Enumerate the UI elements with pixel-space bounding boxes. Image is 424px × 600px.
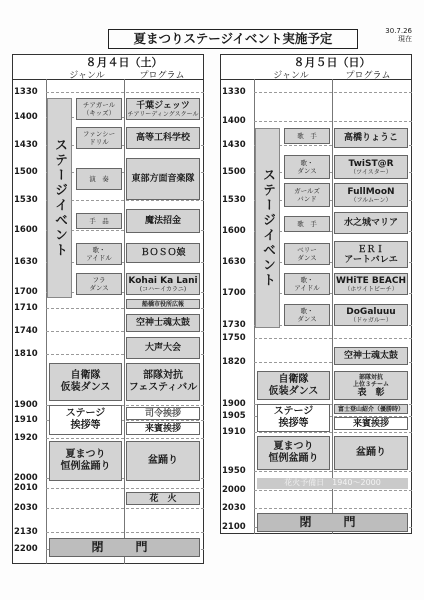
day2-genre-4-text: 歌 手 — [297, 220, 317, 228]
time-label: 2030 — [222, 503, 246, 513]
day1-genre-5 — [76, 243, 122, 265]
time-label: 1700 — [14, 287, 38, 297]
time-label: 1530 — [222, 195, 246, 205]
time-gridline — [46, 92, 204, 93]
time-label: 1920 — [14, 433, 38, 443]
day2-header-line — [220, 79, 412, 80]
time-label: 2200 — [14, 544, 38, 554]
day1-col-genre: ジャンル — [69, 71, 105, 81]
day1-genre-6-text: フラ ダンス — [89, 276, 109, 292]
day1-program-1-text: 千葉ジェッツ — [136, 100, 190, 111]
time-label: 2100 — [222, 522, 246, 532]
day1-program-5-text: ＢＯＳＯ娘 — [140, 248, 186, 258]
day1-notice-text: 船橋市役所広報 — [141, 300, 184, 308]
day1-mc-greet — [126, 407, 200, 420]
day2-taiko-text: 空神士魂太鼓 — [343, 351, 398, 361]
day2-bon-label-text: 夏まつり 恒例盆踊り — [268, 441, 319, 464]
day2-genre-3-text: ガールズ バンド — [294, 187, 320, 203]
day2-fireworks-reserve: 花火予備日 1940～2000 — [257, 478, 408, 489]
day1-genre-3 — [76, 168, 122, 190]
day2-closing: 閉 門 — [257, 513, 408, 532]
day1-program-2-text: 高等工科学校 — [135, 133, 190, 143]
time-label: 1810 — [14, 349, 38, 359]
day2-date: ８月５日（日） — [293, 56, 371, 69]
day2-stage-greet — [257, 404, 330, 432]
day1-genre-1-text: チアガール （キッズ） — [82, 101, 116, 117]
day1-guest-greet — [126, 422, 200, 435]
time-gridline — [46, 438, 204, 439]
day2-jieitai — [257, 371, 330, 400]
day1-program-4 — [126, 209, 200, 233]
day2-program-4-text: 水之城マリア — [343, 218, 398, 228]
day1-program-6-text: Kohai Ka Lani — [128, 275, 198, 286]
day2-program-5-text: ＥＲＩ アートバレエ — [344, 244, 398, 265]
day2-program-3 — [334, 183, 408, 207]
day1-jieitai — [49, 363, 122, 401]
day1-program-1-sub: チアリーディングスクール — [127, 110, 199, 118]
day2-taiko — [334, 347, 408, 365]
day2-program-7-text: DoGaluuu — [346, 306, 396, 317]
day2-guest-greet-text: 来賓挨拶 — [352, 418, 389, 429]
day2-award-text: 部隊対抗 上位３チーム — [352, 373, 389, 388]
day1-bon — [126, 441, 200, 481]
time-gridline — [254, 471, 412, 472]
day2-program-3-text: FullMooN — [347, 186, 395, 197]
day1-bon-text: 盆踊り — [148, 455, 178, 466]
time-label: 1910 — [222, 427, 246, 437]
day1-fireworks-text: 花 火 — [149, 493, 177, 504]
day1-program-4-text: 魔法招金 — [144, 216, 181, 226]
time-label: 1530 — [14, 195, 38, 205]
day1-genre-3-text: 演 奏 — [89, 175, 109, 183]
day2-genre-1 — [284, 128, 330, 144]
day2-genre-5 — [284, 243, 330, 265]
day2-genre-6 — [284, 273, 330, 295]
day1-guest-greet-text: 来賓挨拶 — [144, 423, 181, 434]
time-label: 1740 — [14, 326, 38, 336]
time-label: 1430 — [14, 140, 38, 150]
time-gridline — [254, 490, 412, 491]
day2-genre-4 — [284, 216, 330, 232]
time-label: 1905 — [222, 411, 246, 421]
time-gridline — [254, 432, 412, 433]
day1-program-1 — [126, 98, 200, 120]
day1-program-5 — [126, 243, 200, 263]
day2-program-2 — [334, 155, 408, 179]
day2-program-7 — [334, 304, 408, 326]
day2-stage-greet-text: ステージ 挨拶等 — [273, 406, 314, 429]
day2-program-6-sub: （ホワイトビーチ） — [344, 285, 398, 293]
day2-genre-3 — [284, 183, 330, 207]
time-gridline — [254, 92, 412, 93]
day2-program-6 — [334, 273, 408, 295]
day1-stage-greet — [49, 405, 122, 435]
time-label: 2010 — [14, 483, 38, 493]
day2-bon-text: 盆踊り — [356, 447, 386, 458]
day1-closing: 閉 門 — [49, 538, 200, 557]
day2-genre-2 — [284, 155, 330, 179]
time-label: 2130 — [14, 527, 38, 537]
day1-genre-6 — [76, 273, 122, 295]
day1-stage-label: ステージイベント — [47, 98, 72, 298]
day1-bon-label — [49, 441, 122, 481]
day1-date: ８月４日（土） — [85, 56, 163, 69]
time-label: 1430 — [222, 140, 246, 150]
time-gridline — [46, 508, 204, 509]
time-label: 2030 — [14, 503, 38, 513]
time-label: 1630 — [14, 257, 38, 267]
time-label: 1710 — [14, 303, 38, 313]
time-label: 1330 — [222, 87, 246, 97]
time-label: 1500 — [222, 167, 246, 177]
day1-col-divider — [124, 79, 125, 564]
day1-taiko-fest-text: 部隊対抗 フェスティバル — [128, 370, 198, 393]
time-label: 1750 — [222, 333, 246, 343]
time-label: 2000 — [222, 485, 246, 495]
day2-col-genre: ジャンル — [273, 71, 309, 81]
time-label: 1910 — [14, 415, 38, 425]
day2-fuji-text: 富士登山紹介（優勝時） — [337, 405, 404, 413]
day1-program-2 — [126, 127, 200, 149]
day2-stage-label: ステージイベント — [255, 128, 280, 328]
day2-col-divider — [332, 79, 333, 534]
day1-genre-1 — [76, 98, 122, 120]
time-gridline — [254, 121, 412, 122]
day1-mc-greet-text: 司令挨拶 — [144, 408, 181, 419]
date-stamp — [368, 27, 412, 43]
day1-stage-greet-text: ステージ 挨拶等 — [65, 408, 106, 431]
stamp-date: 30.7.26 — [385, 27, 412, 35]
day1-header-line — [12, 79, 204, 80]
day1-program-6 — [126, 273, 200, 295]
day2-program-2-sub: （ツイスター） — [350, 168, 392, 176]
time-label: 1400 — [14, 112, 38, 122]
time-gridline — [254, 338, 412, 339]
time-label: 1730 — [222, 320, 246, 330]
day2-bon — [334, 436, 408, 470]
day2-program-4 — [334, 212, 408, 234]
day2-genre-5-text: ベリー ダンス — [297, 246, 317, 262]
day1-jieitai-text: 自衛隊 仮装ダンス — [60, 370, 111, 393]
time-gridline — [46, 488, 204, 489]
day2-program-5 — [334, 241, 408, 268]
time-label: 1600 — [222, 226, 246, 236]
time-label: 1600 — [14, 225, 38, 235]
day2-genre-2-text: 歌・ ダンス — [297, 159, 317, 175]
day2-fuji — [334, 404, 408, 414]
day1-program-3 — [126, 158, 200, 200]
day2-bon-label — [257, 436, 330, 470]
day2-program-1 — [334, 128, 408, 148]
day1-taiko-text: 空神士魂太鼓 — [135, 318, 190, 328]
time-label: 2000 — [14, 473, 38, 483]
day2-program-7-sub: （ドゥガルー） — [350, 316, 392, 324]
day1-genre-5-text: 歌・ アイドル — [86, 246, 112, 262]
time-label: 1500 — [14, 167, 38, 177]
time-label: 1400 — [222, 116, 246, 126]
day2-genre-7-text: 歌・ ダンス — [297, 307, 317, 323]
time-label: 1820 — [222, 357, 246, 367]
day2-award-main: 表 彰 — [357, 387, 385, 398]
stamp-note: 現在 — [398, 35, 412, 43]
day2-guest-greet — [334, 417, 408, 430]
time-label: 1330 — [14, 87, 38, 97]
day1-ooze-text: 大声大会 — [144, 343, 181, 353]
time-label: 1630 — [222, 257, 246, 267]
time-gridline — [254, 508, 412, 509]
day2-jieitai-text: 自衛隊 仮装ダンス — [268, 373, 319, 397]
day1-notice — [126, 299, 200, 309]
day2-program-2-text: TwiST@R — [348, 158, 394, 169]
time-label: 1900 — [222, 399, 246, 409]
time-label: 1700 — [222, 288, 246, 298]
day2-program-3-sub: （フルムーン） — [350, 196, 392, 204]
day1-fireworks — [126, 492, 200, 505]
day1-taiko — [126, 314, 200, 332]
day2-genre-6-text: 歌・ アイドル — [294, 276, 320, 292]
page-title: 夏まつりステージイベント実施予定 — [108, 29, 358, 49]
day1-genre-4-text: 手 品 — [89, 217, 109, 225]
day1-genre-2 — [76, 127, 122, 149]
day2-program-6-text: WHiTE BEACH — [335, 275, 407, 286]
day1-ooze — [126, 337, 200, 359]
time-gridline — [46, 532, 204, 533]
day1-program-6-sub: (コハーイカラニ) — [139, 285, 187, 293]
time-label: 1950 — [222, 466, 246, 476]
day2-genre-7 — [284, 304, 330, 326]
day1-col-program: プログラム — [139, 71, 185, 81]
day2-program-1-text: 高橋りょうこ — [343, 133, 398, 143]
day1-bon-label-text: 夏まつり 恒例盆踊り — [60, 449, 111, 472]
day1-genre-2-text: ファンシー ドリル — [82, 130, 116, 146]
day1-genre-4 — [76, 213, 122, 229]
time-label: 1900 — [14, 400, 38, 410]
day1-taiko-fest — [126, 363, 200, 401]
day2-award — [334, 371, 408, 400]
day2-col-program: プログラム — [345, 71, 391, 81]
day1-program-3-text: 東部方面音楽隊 — [131, 174, 195, 184]
day2-genre-1-text: 歌 手 — [297, 132, 317, 140]
